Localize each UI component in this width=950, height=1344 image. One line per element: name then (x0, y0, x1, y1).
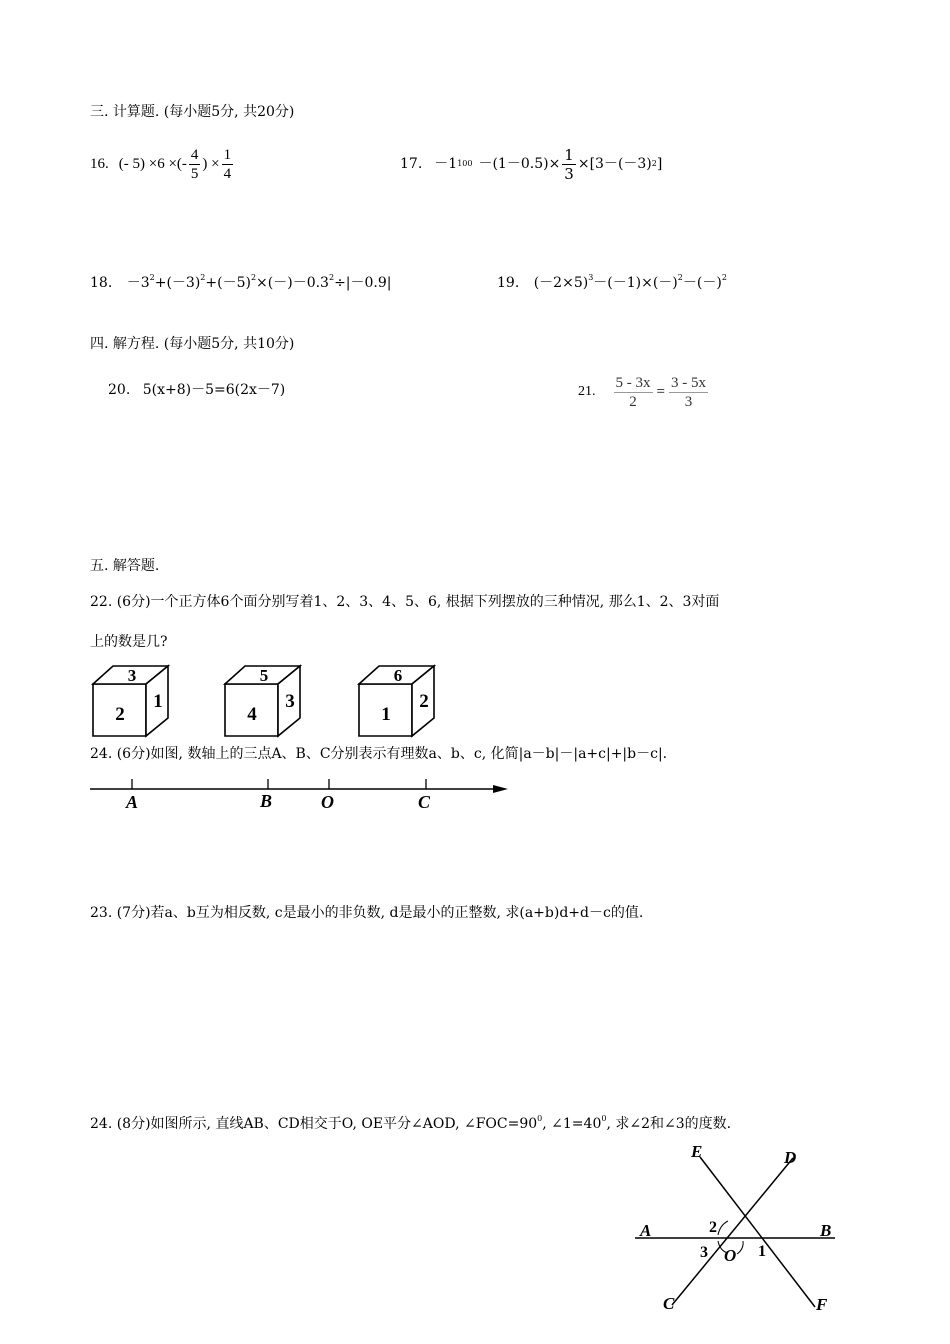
q24b-degree-2: 0 (601, 1114, 607, 1123)
q19-exp-3: 2 (721, 273, 727, 282)
q17-part-c: ×[3－(－3) (577, 156, 652, 172)
question-23: 23. (7分)若a、b互为相反数, c是最小的非负数, d是最小的正整数, 求(a+b)d+d－c的值. (90, 905, 644, 921)
q20-number: 20. (108, 382, 131, 398)
label-b: B (820, 1221, 832, 1240)
q17-frac-numerator: 1 (564, 145, 574, 164)
q22-line-2: 上的数是几? (90, 634, 168, 650)
cube-2 (225, 666, 300, 736)
q24b-text-a: 24. (8分)如图所示, 直线AB、CD相交于O, OE平分∠AOD, ∠FOC=90 (90, 1116, 538, 1132)
label-a: A (640, 1221, 652, 1240)
cube-3-side: 2 (419, 691, 429, 712)
q16-frac1-denominator: 5 (190, 165, 199, 182)
q16-number: 16. (90, 156, 109, 172)
q18-exp-1: 2 (149, 273, 155, 282)
angle-3-label: 3 (700, 1244, 708, 1261)
q19-part-c: －(－) (682, 275, 722, 291)
section-5-heading: 五. 解答题. (90, 558, 160, 574)
cube-2-top: 5 (259, 666, 269, 685)
q17-part-b: －(1－0.5)× (478, 156, 561, 172)
cube-1-side: 1 (153, 691, 163, 712)
question-19 (497, 274, 727, 292)
q16-frac2-denominator: 4 (223, 165, 232, 182)
q18-exp-3: 2 (250, 273, 257, 282)
q16-part-a: (- 5) ×6 ×(- (118, 156, 187, 172)
q21-right-denominator: 3 (684, 393, 693, 410)
q21-right-fraction (669, 374, 708, 411)
label-d: D (784, 1148, 797, 1167)
question-21 (578, 370, 710, 414)
q24-numberline-text: 24. (6分)如图, 数轴上的三点A、B、C分别表示有理数a、b、c, 化简|a－b|－|a+c|+|b－c|. (90, 746, 668, 762)
point-o-label: O (321, 792, 334, 812)
cube-3-top: 6 (393, 666, 403, 685)
label-c: C (663, 1294, 675, 1313)
number-line (88, 774, 513, 814)
q18-exp-2: 2 (200, 273, 206, 282)
q21-right-numerator: 3 - 5x (670, 374, 706, 391)
q18-part-e: ÷|－0.9| (334, 275, 392, 291)
point-b-label: B (260, 791, 273, 811)
q18-part-a: －3 (126, 275, 150, 291)
q16-fraction-2 (222, 146, 234, 183)
section-3-heading: 三. 计算题. (每小题5分, 共20分) (90, 104, 295, 120)
q18-number: 18. (90, 275, 113, 291)
q24b-text-b: , ∠1=40 (542, 1116, 602, 1132)
label-o: O (724, 1246, 737, 1265)
question-16 (90, 144, 235, 184)
q19-exp-2: 2 (677, 273, 683, 282)
q18-part-d: ×(－)－0.3 (256, 275, 329, 291)
cube-1-top: 3 (127, 666, 137, 685)
cube-1-front: 2 (115, 704, 125, 725)
cube-2-side: 3 (285, 691, 295, 712)
q24b-degree-1: 0 (537, 1114, 543, 1123)
q18-part-b: +(－3) (154, 275, 201, 291)
section-4-heading: 四. 解方程. (每小题5分, 共10分) (90, 336, 295, 352)
q22-line-1: 22. (6分)一个正方体6个面分别写着1、2、3、4、5、6, 根据下列摆放的三种情况, 那么1、2、3对面 (90, 594, 720, 610)
q16-frac2-numerator: 1 (223, 146, 232, 163)
cube-figures (88, 662, 458, 740)
q16-fraction-1 (189, 146, 201, 183)
cube-1 (93, 666, 168, 736)
q18-part-c: +(－5) (205, 275, 251, 291)
q19-number: 19. (497, 275, 520, 291)
question-20 (108, 381, 285, 399)
q17-part-d: ] (656, 156, 663, 172)
q21-left-denominator: 2 (629, 393, 637, 410)
q17-fraction (562, 146, 576, 183)
label-f: F (816, 1295, 828, 1314)
q17-part-a: －1 (434, 156, 458, 172)
q18-exp-4: 2 (328, 273, 335, 282)
q16-frac1-numerator: 4 (190, 146, 199, 163)
angle-1-label: 1 (758, 1243, 766, 1260)
question-17: 17. －1 100 －(1－0.5)× $\frac{1}{3}$ ×[3－(－3) 2 ] (400, 145, 663, 183)
cube-3-front: 1 (381, 704, 391, 725)
q21-number: 21. (578, 384, 596, 399)
angle-figure (630, 1135, 845, 1315)
q19-part-a: (－2×5) (533, 275, 589, 291)
angle-2-label: 2 (709, 1219, 717, 1236)
q19-part-b: －(－1)×(－) (593, 275, 678, 291)
question-18 (90, 274, 392, 292)
q16-part-b: ) × (202, 156, 220, 172)
point-c-label: C (418, 792, 431, 812)
cube-3 (359, 666, 434, 736)
q19-exp-1: 3 (588, 273, 594, 282)
q20-equation: 5(x+8)－5=6(2x－7) (142, 382, 286, 398)
q21-equals: = (656, 384, 665, 400)
q17-frac-denominator: 3 (564, 164, 574, 183)
q21-left-numerator: 5 - 3x (615, 374, 651, 391)
number-line-arrow-icon (493, 785, 508, 793)
question-24-angles (90, 1115, 731, 1133)
label-e: E (691, 1142, 703, 1161)
q21-left-fraction (614, 374, 653, 411)
q24b-text-c: , 求∠2和∠3的度数. (606, 1116, 732, 1132)
point-a-label: A (126, 792, 139, 812)
q17-number: 17. (400, 156, 423, 172)
cube-2-front: 4 (247, 704, 257, 725)
